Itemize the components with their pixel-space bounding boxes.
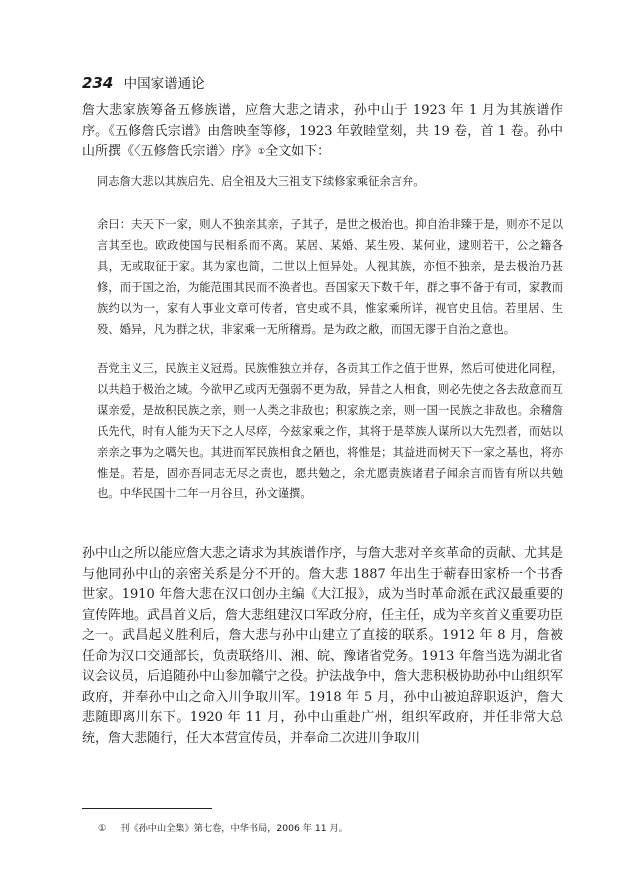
book-title: 中国家谱通论 [123,76,205,92]
preface-paragraph-1: 同志詹大悲以其族启先、启全祖及大三祖支下续修家乘征余言弁。 [97,175,425,188]
intro-text-end: 全文如下： [265,144,331,159]
preface-paragraph-2: 余曰：夫天下一家，则人不独亲其亲，子其子，是世之极治也。抑自治非臻于是，则亦不足以言其至也。欧政使国与民相系而不离。某居、某婚、某生殁、某何业，逮则若干，公之籍各具，无或取征于家。其为家也简，二世以上恒异处。人视其族，亦恒不独亲，是去极治乃甚修，而于国之治，为能范围其民而不涣者也。吾国家天下数千年，群之事不备于有司，家教而族约以为一，家有人事业文章可传者，官史或不具，惟家乘所详，视官史且信。若里居、生殁、婚异，凡为群之状，非家乘一无所稽焉。是为政之敝，而国无谬于自治之意也。 [97,218,563,336]
preface-paragraph-3: 吾党主义三，民族主义冠焉。民族惟独立并存，各贡其工作之值于世界，然后可使进化同程，以共趋于极治之域。今欲甲乙或丙无强弱不更为敌，异昔之人相食，则必先使之各去敌意而互谋亲爱，是故积民族之亲，则一人类之非敌也；积家族之亲，则一国一民族之非敌也。余稽詹氏先代，时有人能为天下之人尽瘁，今兹家乘之作，其将于是萃族人谋所以大先烈者，而姑以亲亲之事为之嚆矢也。其进而军民族相食之陋也，将惟是；其益进而树天下一家之基也，将亦惟是。若是，固亦吾同志无尽之责也，愿共勉之，余尤愿责族诸君子闻余言而皆有所以共勉也。中华民国十二年一月谷旦，孙文谨撰。 [97,362,563,501]
footnote-reference[interactable]: ① [257,147,266,157]
page-number: 234 [82,74,114,92]
footnote-mark: ① [98,823,107,834]
body-paragraph: 孙中山之所以能应詹大悲之请求为其族谱作序，与詹大悲对辛亥革命的贡献、尤其是与他同孙中山的亲密关系是分不开的。詹大悲 1887 年出生于蕲春田家桥一个书香世家。1910 年詹大悲在汉口创办主编《大江报》，成为当时革命派在武汉最重要的宣传阵地。武昌首义后，詹大悲组建汉口军政分府，任主任，成为辛亥首义重要功臣之一。武昌起义胜利后，詹大悲与孙中山建立了直接的联系。1912 年 8 月，詹被任命为汉口交通部长，负责联络川、湘、皖、豫诸省党务。1913 年詹当选为湖北省议会议员，后追随孙中山参加赣宁之役。护法战争中，詹大悲积极协助孙中山组织军政府，并奉孙中山之命入川争取川军。1918 年 5 月，孙中山被迫辞职返沪，詹大悲随即离川东下。1920 年 11 月，孙中山重赴广州，组织军政府，并任非常大总统，詹大悲随行，任大本营宣传员，并奉命二次进川争取川 [82,546,564,746]
footnote-divider [82,808,212,809]
footnote [98,822,558,836]
footnote-text: 刊《孙中山全集》第七卷，中华书局，2006 年 11 月。 [120,823,348,834]
intro-text: 詹大悲家族筹备五修族谱，应詹大悲之请求，孙中山于 1923 年 1 月为其族谱作序。《五修詹氏宗谱》由詹映奎等修，1923 年敦睦堂刻，共 19 卷，首 1 卷。孙中山所撰《〈五修詹氏宗谱〉序》 [82,103,563,159]
intro-paragraph [82,101,563,163]
running-header [82,72,562,94]
